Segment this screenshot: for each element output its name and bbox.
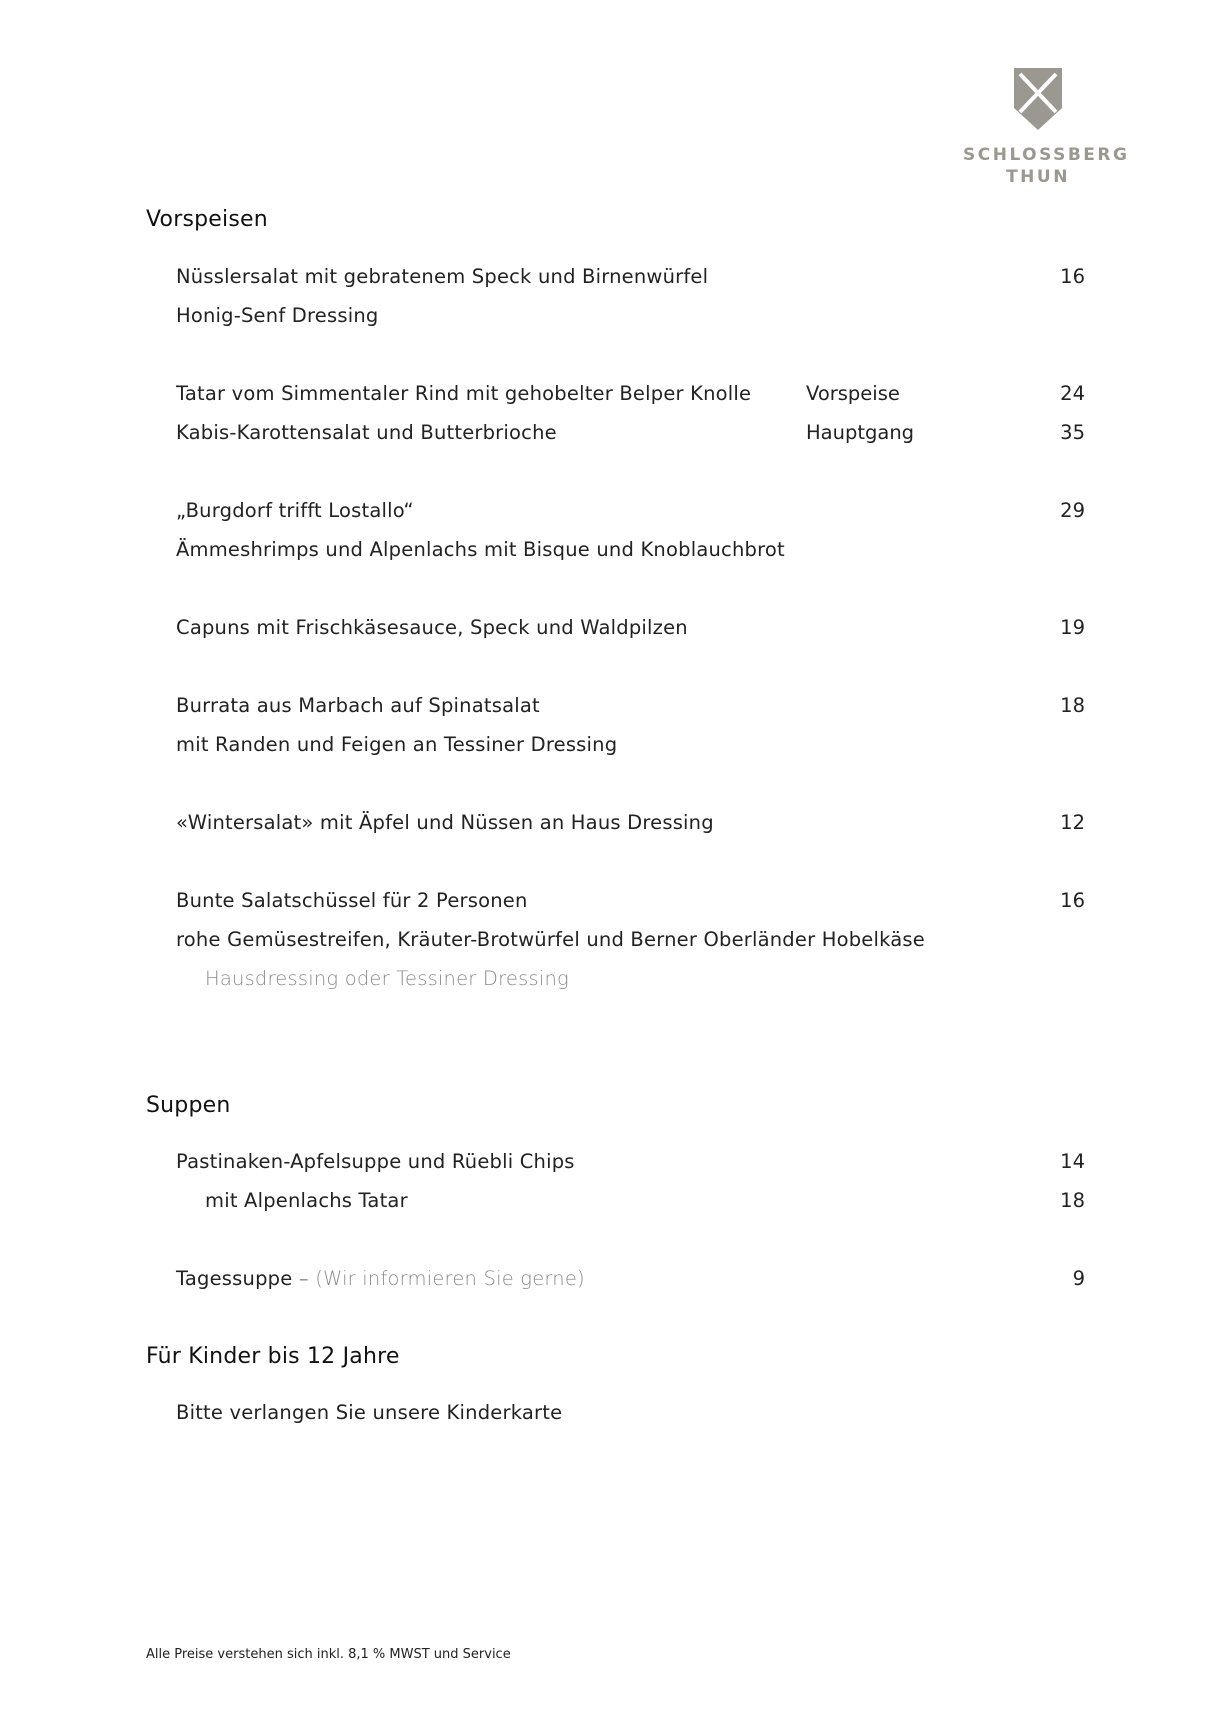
menu-item-size: Vorspeise	[806, 382, 900, 405]
menu-item-name: Tatar vom Simmentaler Rind mit gehobelter Belper Knolle	[176, 382, 752, 405]
menu-item-name: „Burgdorf trifft Lostallo“	[176, 499, 414, 522]
menu-item-price: 16	[1060, 889, 1085, 912]
menu-item-name: Burrata aus Marbach auf Spinatsalat	[176, 694, 540, 717]
menu-item-price: 12	[1060, 811, 1085, 834]
section-title-kinder: Für Kinder bis 12 Jahre	[146, 1344, 400, 1369]
shield-logo-icon	[1012, 66, 1064, 132]
menu-item-description: Kabis-Karottensalat und Butterbrioche	[176, 421, 557, 444]
menu-item-price: 14	[1060, 1150, 1085, 1173]
menu-item-price: 19	[1060, 616, 1085, 639]
menu-item-name: Tagessuppe	[176, 1267, 293, 1290]
menu-item-price: 29	[1060, 499, 1085, 522]
menu-item-name: Bunte Salatschüssel für 2 Personen	[176, 889, 528, 912]
menu-item-description: Honig-Senf Dressing	[176, 304, 379, 327]
separator-dash: –	[292, 1267, 316, 1290]
menu-item-tagessuppe	[176, 1267, 585, 1290]
menu-item-price: 16	[1060, 265, 1085, 288]
menu-item-variant: mit Alpenlachs Tatar	[205, 1189, 408, 1212]
menu-item-description: rohe Gemüsestreifen, Kräuter-Brotwürfel und Berner Oberländer Hobelkäse	[176, 928, 925, 951]
menu-item-note: Hausdressing oder Tessiner Dressing	[205, 967, 569, 990]
menu-item-price: 18	[1060, 694, 1085, 717]
section-title-vorspeisen: Vorspeisen	[146, 207, 268, 232]
menu-item-note: (Wir informieren Sie gerne)	[315, 1267, 585, 1290]
menu-item-name: Pastinaken-Apfelsuppe und Rüebli Chips	[176, 1150, 575, 1173]
footer-note: Alle Preise verstehen sich inkl. 8,1 % MWST und Service	[146, 1647, 511, 1662]
menu-item-name: Nüsslersalat mit gebratenem Speck und Birnenwürfel	[176, 265, 709, 288]
logo-wordmark: SCHLOSSBERG THUN	[963, 145, 1130, 187]
menu-item-price: 9	[1072, 1267, 1085, 1290]
section-title-suppen: Suppen	[146, 1093, 231, 1118]
menu-item-description: Ämmeshrimps und Alpenlachs mit Bisque und Knoblauchbrot	[176, 538, 785, 561]
menu-item-price: 24	[1060, 382, 1085, 405]
menu-item-name: «Wintersalat» mit Äpfel und Nüssen an Haus Dressing	[176, 811, 714, 834]
kinder-note: Bitte verlangen Sie unsere Kinderkarte	[176, 1401, 563, 1424]
menu-item-price: 35	[1060, 421, 1085, 444]
menu-item-description: mit Randen und Feigen an Tessiner Dressing	[176, 733, 618, 756]
logo	[963, 66, 1130, 188]
menu-item-size: Hauptgang	[806, 421, 915, 444]
menu-item-price: 18	[1060, 1189, 1085, 1212]
menu-item-name: Capuns mit Frischkäsesauce, Speck und Waldpilzen	[176, 616, 688, 639]
